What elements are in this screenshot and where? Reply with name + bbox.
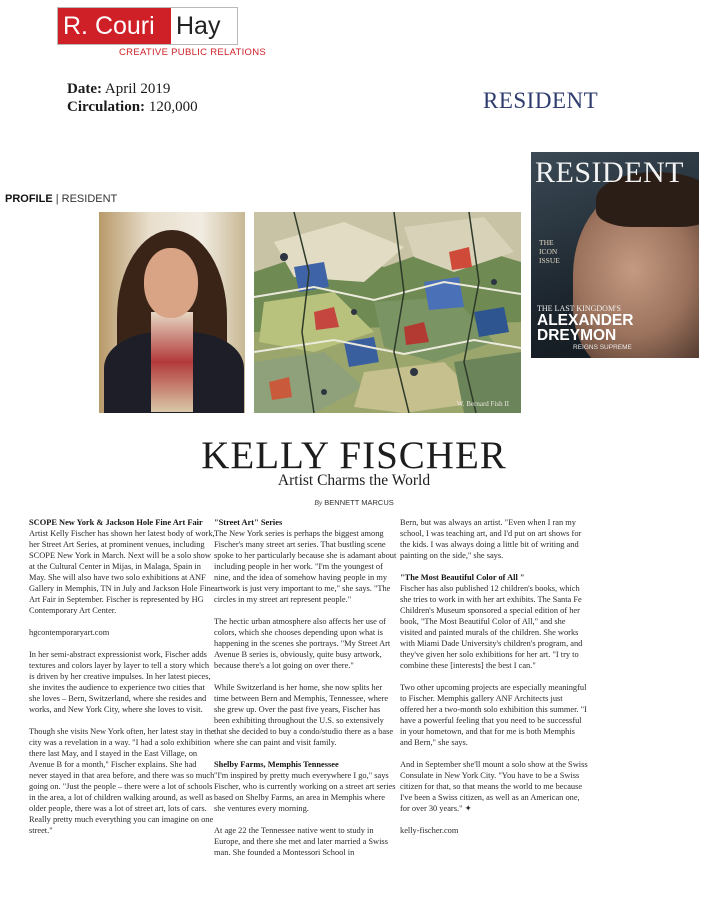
painting-signature: W. Bernard Fish II (456, 400, 509, 408)
circulation-line (67, 99, 198, 116)
article-byline (0, 498, 708, 507)
section-publication: RESIDENT (61, 193, 118, 205)
circulation-label: Circulation: (67, 99, 146, 115)
article-paragraph: Two other upcoming projects are especially meaningful to Fischer. Memphis gallery ANF Architects just offered her a two-month solo exhibition this summer. "I have a powerful feeling that you need to be successful in your hometown, and that for me is both Memphis and Bern," she says. (400, 683, 587, 747)
cover-kicker: THE LAST KINGDOM'S (537, 304, 621, 313)
article-subtitle: Artist Charms the World (277, 472, 431, 489)
logo-brand-red: R. Couri (58, 8, 171, 44)
street-art-painting (254, 212, 521, 413)
article-paragraph: Fischer has also published 12 children's books, which she tries to work in with her art exhibits. The Santa Fe Children's Museum sponsored a special edition of her book, "The Most Beautiful Color of All," and she visited and painted murals of the children. She works with Miami Dade University's children's program, and they've given her solo exhibitions for her art. "I try to combine these [interests] the best I can." (400, 584, 583, 670)
logo-brand-dark: Hay (176, 12, 221, 40)
date-line (67, 81, 170, 98)
article-column-3 (400, 517, 588, 847)
article-paragraph: Artist Kelly Fischer has shown her latest body of work, her Street Art Series, at prominent venues, including SCOPE New York in March. Next will be a solo show at the Cultural Center in Mijas, in Malaga, Spain in May. She will also have two solo exhibitions at ANF Gallery in Memphis, TN in July and Jackson Hole Fine Art Fair in September. Fischer is represented by HG Contemporary Art Center. (29, 529, 215, 615)
article-subheading: "Street Art" Series (214, 518, 283, 527)
article-subheading: SCOPE New York & Jackson Hole Fine Art Fair (29, 518, 203, 527)
cover-title: RESIDENT (535, 156, 684, 189)
artist-portrait-photo (99, 212, 245, 413)
date-value: April 2019 (104, 81, 171, 97)
article-paragraph: At age 22 the Tennessee native went to study in Europe, and there she met and later married a Swiss man. She founded a Montessori School in (214, 826, 388, 857)
byline-by: By (314, 498, 323, 507)
article-paragraph: The hectic urban atmosphere also affects her use of colors, which she chooses depending upon what is happening in the scenes she portrays. "My Street Art Avenue B series is, obviously, quite busy artwork, because there's a lot going on over there." (214, 617, 391, 670)
article-paragraph: The New York series is perhaps the biggest among Fischer's many street art series. That bustling scene spoke to her particularly because she is adamant about including people in her work. "I'm the youngest of nine, and the idea of somehow having people in my artwork is just very important to me," she says. "The circles in my street art represent people." (214, 529, 397, 604)
article-paragraph: While Switzerland is her home, she now splits her time between Bern and Memphis, Tennessee, where she grew up. Over the past five years, Fischer has been exhibiting throughout the U.S. so extensively that she decided to buy a condo/studio there as a base where she can paint and visit family. (214, 683, 394, 747)
byline-author: BENNETT MARCUS (324, 498, 394, 507)
publication-name: RESIDENT (483, 88, 599, 113)
cover-issue-text: THE ICON ISSUE (539, 238, 560, 265)
date-label: Date: (67, 81, 102, 97)
article-column-1 (29, 517, 215, 847)
article-paragraph: "I'm inspired by pretty much everywhere I go," says Fischer, who is currently working on a street art series based on Shelby Farms, an area in Memphis where she ventures every morning. (214, 771, 396, 813)
cover-reigns: REIGNS SUPREME (573, 344, 632, 351)
photo-scarf (151, 312, 193, 412)
logo-frame (57, 7, 238, 45)
article-subheading: "The Most Beautiful Color of All " (400, 573, 525, 582)
article-title: KELLY FISCHER (201, 434, 507, 477)
article-paragraph: Though she visits New York often, her latest stay in the city was a revelation in a way. "I had a solo exhibition there last May, and I stayed in the East Village, on Avenue B for a month," Fischer explains. She had never stayed in that area before, and there was so much going on. "Just the people – there were a lot of schools in the area, a lot of children walking around, as well as older people, there was a lot of street art, lots of cars. Really pretty much everything you can imagine on one street." (29, 727, 215, 835)
magazine-cover (531, 152, 699, 358)
article-paragraph: kelly-fischer.com (400, 826, 459, 835)
article-paragraph: In her semi-abstract expressionist work, Fischer adds textures and colors layer by layer to tell a story which is driven by her creative impulses. In her latest pieces, she invites the audience to experience two cities that she loves – Bern, Switzerland, where she resides and works, and New York City, where she loves to visit. (29, 650, 211, 714)
cover-headline-name: ALEXANDER DREYMON (537, 312, 634, 344)
logo-tagline: CREATIVE PUBLIC RELATIONS (119, 47, 267, 58)
article-column-2 (214, 517, 398, 869)
article-paragraph: And in September she'll mount a solo show at the Swiss Consulate in New York City. "You have to be a Swiss citizen for that, so that means the world to me because I've been a Swiss citizen, as well as an American one, for over 30 years." ✦ (400, 760, 588, 813)
photo-face (144, 248, 198, 318)
article-paragraph: Bern, but was always an artist. "Even when I ran my school, I was teaching art, and I'd put on art shows for the kids. I was always doing a little bit of writing and painting on the side," she says. (400, 518, 582, 560)
article-paragraph: hgcontemporaryart.com (29, 628, 110, 637)
painting-artwork (254, 212, 521, 413)
article-subheading: Shelby Farms, Memphis Tennessee (214, 760, 339, 769)
section-profile: PROFILE (5, 193, 53, 205)
circulation-value: 120,000 (148, 99, 198, 115)
agency-logo (57, 7, 267, 61)
section-label: PROFILE | RESIDENT (5, 193, 118, 205)
